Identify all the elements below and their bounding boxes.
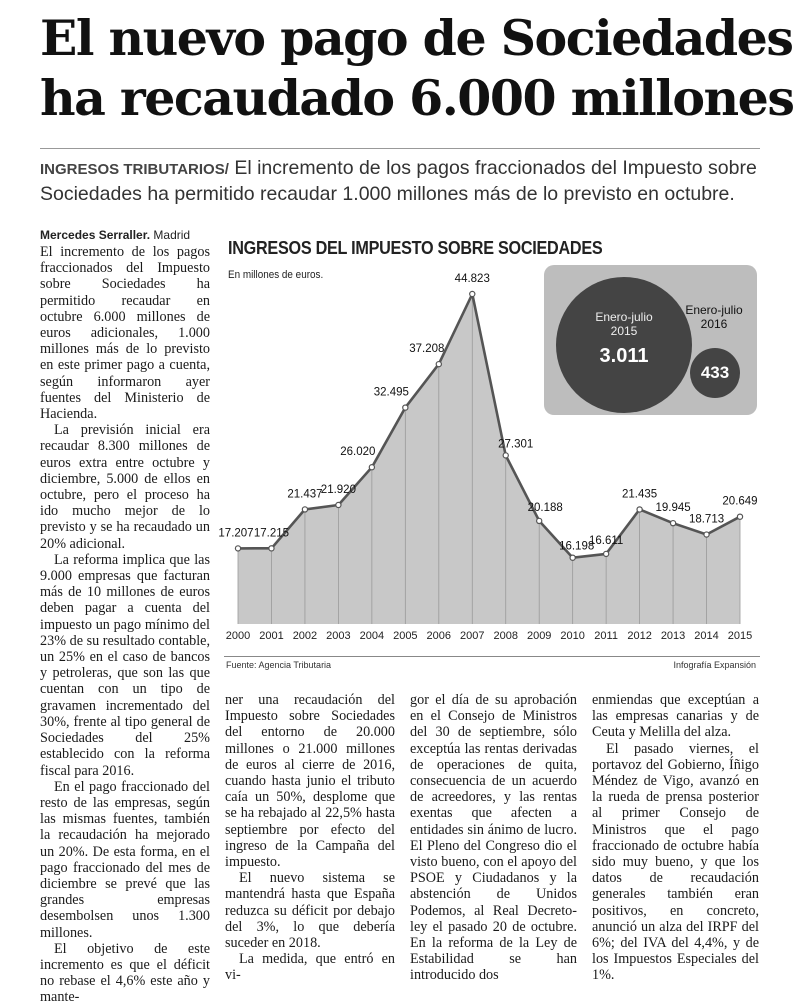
paragraph: ner una recaudación del Impuesto sobre Sociedades del entorno de 20.000 millones o 21.000 millones de euros al cierre de 2016, cuando hasta junio el tributo caía un 50%, desplome que se ha rebajado al 22,5% hasta septiembre por efecto del ingreso de la Campaña del impuesto. [225, 692, 395, 871]
data-label: 20.649 [722, 495, 758, 508]
paragraph: El incremento de los pagos fraccionados del Impuesto sobre Sociedades ha permitido recaudar en octubre 6.000 millones de euros adicionales, 1.000 millones más de lo previsto en este primer pago a cuenta, según informaron ayer fuentes del Ministerio de Hacienda. [40, 244, 210, 423]
standfirst-kicker: INGRESOS TRIBUTARIOS/ [40, 161, 229, 178]
data-point [704, 532, 709, 537]
data-point [737, 514, 742, 519]
data-point [336, 502, 341, 507]
inset-label-line: Enero-julio [685, 303, 743, 317]
paragraph: El objetivo de este incremento es que el déficit no rebase el 4,6% este año y mante- [40, 940, 210, 1006]
inset-label-line: Enero-julio [595, 310, 653, 324]
data-label: 26.020 [340, 446, 376, 459]
x-tick-label: 2000 [225, 630, 251, 642]
x-tick-label: 2009 [526, 630, 552, 642]
byline-author: Mercedes Serraller. [40, 228, 151, 242]
data-label: 27.301 [498, 438, 534, 451]
byline [40, 228, 190, 242]
article-column-1 [40, 244, 210, 1006]
data-label: 20.188 [527, 501, 563, 514]
x-tick-label: 2013 [660, 630, 686, 642]
x-tick-label: 2014 [694, 630, 719, 642]
data-label: 21.437 [287, 488, 323, 501]
data-point [637, 507, 642, 512]
headline [40, 8, 793, 128]
chart-source: Fuente: Agencia Tributaria [226, 660, 332, 670]
data-label: 21.920 [320, 483, 356, 496]
paragraph: enmiendas que exceptúan a las empresas canarias y de Ceuta y Melilla del alza. [592, 692, 759, 741]
x-tick-label: 2011 [594, 630, 618, 642]
data-label: 44.823 [454, 273, 490, 285]
data-label: 18.713 [688, 513, 725, 526]
x-tick-label: 2015 [727, 630, 753, 642]
data-point [403, 405, 408, 410]
inset-circle-2015-value: 3.011 [599, 345, 649, 367]
headline-line-1: El nuevo pago de Sociedades [40, 9, 793, 67]
chart-unit: En millones de euros. [228, 269, 324, 281]
byline-place: Madrid [150, 228, 191, 242]
rule-under-headline [40, 148, 760, 149]
paragraph: gor el día de su aprobación en el Consejo de Ministros del 30 de septiembre, sólo exceptúa las rentas derivadas de operaciones de quita, consecuencia de un acuerdo de acreedores, y las rentas exentas que afecten a entidades sin ánimo de lucro. El Pleno del Congreso dio el visto bueno, con el apoyo del PSOE y Ciudadanos y la abstención de Unidos Podemos, al Real Decreto-ley el pasado 20 de octubre. En la reforma de la Ley de Estabilidad se han introducido dos [410, 692, 577, 984]
data-label: 37.208 [409, 343, 445, 356]
x-tick-label: 2006 [426, 630, 452, 642]
x-tick-label: 2005 [393, 630, 418, 642]
paragraph: La medida, que entró en vi- [225, 951, 395, 984]
data-label: 32.495 [373, 386, 409, 399]
data-point [302, 507, 307, 512]
inset-label-line: 2016 [700, 317, 728, 331]
article-column-2 [225, 692, 395, 984]
x-tick-label: 2012 [627, 630, 652, 642]
data-point [369, 465, 374, 470]
article-column-4 [592, 692, 759, 984]
standfirst-text: El incremento de los pagos fraccionados del Impuesto sobre Sociedades ha permitido recaudar 1.000 millones más de lo previsto en octubre. [40, 157, 757, 205]
data-point [604, 551, 609, 556]
x-tick-label: 2007 [460, 630, 485, 642]
data-label: 16.198 [559, 540, 595, 553]
data-label: 16.611 [588, 534, 624, 547]
chart-plot [218, 232, 762, 652]
data-point [537, 518, 542, 523]
data-point [503, 453, 508, 458]
inset-label-line: 2015 [610, 324, 638, 338]
x-tick-label: 2001 [259, 630, 284, 642]
data-label: 21.435 [622, 488, 658, 501]
data-label: 19.945 [655, 502, 691, 515]
data-point [235, 546, 240, 551]
x-tick-label: 2003 [326, 630, 351, 642]
standfirst [40, 156, 765, 207]
paragraph: En el pago fraccionado del resto de las empresas, según las mismas fuentes, también la recaudación ha mejorado un 20%. De esta forma, en el pago fraccionado del mes de diciembre se prevé que las grandes empresas desembolsen unos 1.300 millones. [40, 778, 210, 941]
chart-title: INGRESOS DEL IMPUESTO SOBRE SOCIEDADES [228, 238, 603, 258]
chart [218, 232, 762, 677]
area-fill [238, 294, 743, 624]
paragraph: La previsión inicial era recaudar 8.300 millones de euros extra entre octubre y diciembre, 5.000 de ellos en octubre, pero el proceso ha ido mucho mejor de lo previsto y se ha recaudado un 20% adicional. [40, 422, 210, 552]
chart-bottom-rule [224, 656, 760, 657]
headline-line-2: ha recaudado 6.000 millones [40, 69, 793, 127]
data-label: 17.207 [218, 527, 254, 540]
data-point [670, 521, 675, 526]
chart-credit: Infografía Expansión [673, 660, 756, 670]
x-tick-label: 2004 [359, 630, 385, 642]
data-label: 17.215 [253, 527, 290, 540]
inset-circle-2016: 433 [690, 348, 740, 398]
data-point [436, 362, 441, 367]
x-tick-label: 2010 [560, 630, 585, 642]
x-tick-label: 2002 [292, 630, 318, 642]
data-point [269, 546, 274, 551]
paragraph: El nuevo sistema se mantendrá hasta que España reduzca su déficit por debajo del 3%, lo que debería suceder en 2018. [225, 870, 395, 952]
paragraph: El pasado viernes, el portavoz del Gobierno, Íñigo Méndez de Vigo, avanzó en la rueda de prensa posterior al primer Consejo de Ministros que el pago fraccionado de octubre había sido muy bueno, y que los datos de recaudación generales también eran positivos, en concreto, anunció un alza del IRPF del 6%; del IVA del 4,4%, y de los Impuestos Especiales del 1%. [592, 740, 759, 984]
data-point [570, 555, 575, 560]
article-column-3 [410, 692, 577, 984]
data-point [470, 291, 475, 296]
paragraph: La reforma implica que las 9.000 empresas que facturan más de 10 millones de euros deben pagar a cuenta del impuesto un pago mínimo del 23% de su resultado contable, un 25% en el caso de bancos y petroleras, que son las que cuentan con un tipo de gravamen incrementado del 30%, frente al tipo general de Sociedades del 25% establecido con la reforma fiscal para 2016. [40, 551, 210, 779]
x-tick-label: 2008 [493, 630, 518, 642]
